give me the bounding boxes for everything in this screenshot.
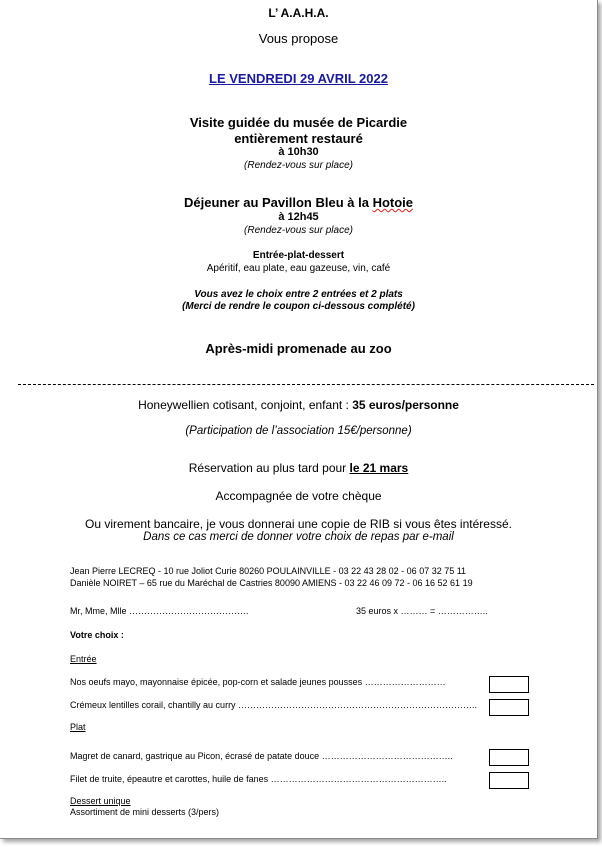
participation-note: (Participation de l’association 15€/personne) bbox=[185, 425, 412, 437]
dessert-option: Assortiment de mini desserts (3/pers) bbox=[70, 807, 220, 817]
lunch-title-place: Hotoie bbox=[372, 195, 414, 210]
event-date: LE VENDREDI 29 AVRIL 2022 bbox=[209, 71, 388, 86]
entree-option-2: Crémeux lentilles corail, chantilly au curry …………………………………………………………………….. bbox=[70, 700, 478, 710]
entree-2-qty-box[interactable] bbox=[489, 699, 529, 716]
reservation-prefix: Réservation au plus tard pour bbox=[188, 461, 350, 475]
choice-title: Votre choix : bbox=[70, 630, 124, 640]
contact-line-1: Jean Pierre LECREQ - 10 rue Joliot Curie 80260 POULAINVILLE - 03 22 43 28 02 - 06 07 32 75 11 bbox=[70, 566, 467, 576]
cut-line bbox=[18, 384, 594, 385]
amount-field-line: 35 euros x ……… = …………….. bbox=[356, 606, 488, 616]
lunch-title bbox=[0, 195, 597, 210]
pricing-amount: 35 euros/personne bbox=[352, 398, 459, 412]
reservation-deadline: le 21 mars bbox=[349, 461, 409, 475]
name-field-line: Mr, Mme, Mlle …………………………………. bbox=[70, 606, 249, 616]
entree-1-qty-box[interactable] bbox=[489, 676, 529, 693]
pricing-line bbox=[0, 398, 597, 412]
contact-line-2: Danièle NOIRET – 65 rue du Maréchal de Castries 80090 AMIENS - 03 22 46 09 72 - 06 16 52 61 19 bbox=[70, 578, 473, 588]
tagline: Vous propose bbox=[258, 31, 339, 46]
plat-option-2: Filet de truite, épeautre et carottes, huile de fanes ………………………………………………….. bbox=[70, 774, 447, 784]
plat-1-qty-box[interactable] bbox=[489, 749, 529, 766]
choice-note: Vous avez le choix entre 2 entrées et 2 plats bbox=[194, 289, 403, 300]
plat-heading: Plat bbox=[70, 722, 86, 732]
entree-option-1: Nos oeufs mayo, mayonnaise épicée, pop-corn et salade jeunes pousses ……………………… bbox=[70, 677, 446, 687]
entree-heading: Entrée bbox=[70, 654, 97, 664]
lunch-title-prefix: Déjeuner au Pavillon Bleu à la bbox=[183, 195, 373, 210]
org-name: L’ A.A.H.A. bbox=[268, 6, 329, 20]
dessert-heading: Dessert unique bbox=[70, 796, 131, 806]
visit-time: à 10h30 bbox=[278, 146, 319, 158]
lunch-time: à 12h45 bbox=[278, 211, 319, 223]
reservation-line bbox=[0, 461, 597, 475]
transfer-line: Ou virement bancaire, je vous donnerai une copie de RIB si vous êtes intéressé. bbox=[85, 517, 512, 531]
choice-subnote: (Merci de rendre le coupon ci-dessous complété) bbox=[182, 301, 415, 312]
drinks-line: Apéritif, eau plate, eau gazeuse, vin, café bbox=[206, 263, 391, 274]
visit-title-line2: entièrement restauré bbox=[234, 131, 363, 146]
pricing-prefix: Honeywellien cotisant, conjoint, enfant : bbox=[138, 398, 353, 412]
plat-option-1: Magret de canard, gastrique au Picon, écrasé de patate douce …………………………………….. bbox=[70, 751, 453, 761]
lunch-note: (Rendez-vous sur place) bbox=[244, 225, 353, 236]
afternoon-activity: Après-midi promenade au zoo bbox=[205, 341, 392, 356]
cheque-line: Accompagnée de votre chèque bbox=[215, 489, 382, 503]
menu-title: Entrée-plat-dessert bbox=[252, 250, 345, 261]
transfer-note: Dans ce cas merci de donner votre choix de repas par e-mail bbox=[143, 531, 454, 543]
plat-2-qty-box[interactable] bbox=[489, 772, 529, 789]
visit-title-line1: Visite guidée du musée de Picardie bbox=[189, 115, 408, 130]
visit-note: (Rendez-vous sur place) bbox=[244, 160, 353, 171]
